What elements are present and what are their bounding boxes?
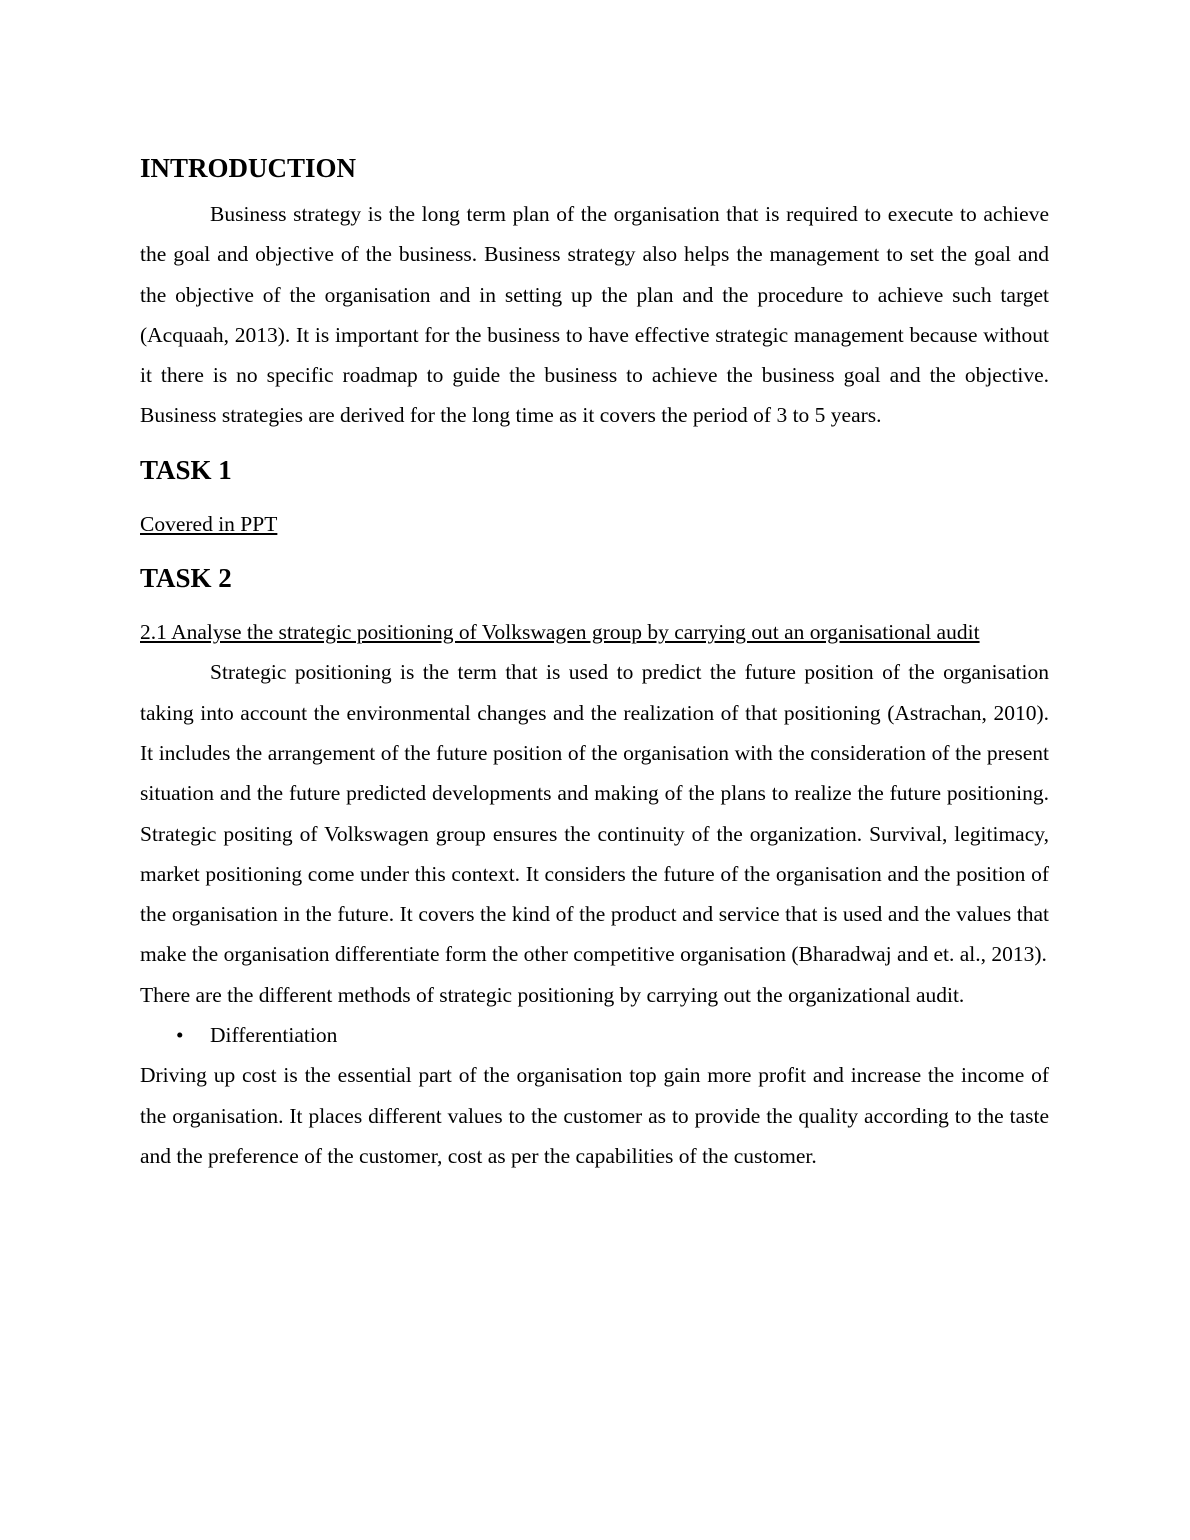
- bullet-list-item: [140, 1015, 1049, 1055]
- strategic-positioning-paragraph: Strategic positioning is the term that is used to predict the future position of the organisation taking into account the environmental changes and the realization of that positioning (Astrachan, 2010). It includes the arrangement of the future position of the organisation with the consideration of the present situation and the future predicted developments and making of the plans to realize the future positioning. Strategic positing of Volkswagen group ensures the continuity of the organization. Survival, legitimacy, market positioning come under this context. It considers the future of the organisation and the position of the organisation in the future. It covers the kind of the product and service that is used and the values that make the organisation differentiate form the other competitive organisation (Bharadwaj and et. al., 2013).: [140, 660, 1049, 967]
- methods-intro-paragraph: There are the different methods of strategic positioning by carrying out the organizational audit.: [140, 982, 965, 1007]
- task2-subheading: 2.1 Analyse the strategic positioning of Volkswagen group by carrying out an organisational audit: [140, 620, 980, 645]
- bullet-item-label: Differentiation: [210, 1023, 338, 1048]
- differentiation-paragraph: Driving up cost is the essential part of the organisation top gain more profit and increase the income of the organisation. It places different values to the customer as to provide the quality according to the taste and the preference of the customer, cost as per the capabilities of the customer.: [140, 1063, 1049, 1168]
- introduction-heading: INTRODUCTION: [140, 153, 357, 183]
- task2-heading: TASK 2: [140, 563, 232, 594]
- document-body: [140, 148, 1049, 1176]
- task1-note: Covered in PPT: [140, 511, 278, 536]
- task1-heading: TASK 1: [140, 454, 232, 485]
- bullet-icon: •: [176, 1023, 184, 1048]
- introduction-paragraph: Business strategy is the long term plan of the organisation that is required to execute to achieve the goal and objective of the business. Business strategy also helps the management to set the goal and the objective of the organisation and in setting up the plan and the procedure to achieve such target (Acquaah, 2013). It is important for the business to have effective strategic management because without it there is no specific roadmap to guide the business to achieve the business goal and the objective. Business strategies are derived for the long time as it covers the period of 3 to 5 years.: [140, 202, 1049, 428]
